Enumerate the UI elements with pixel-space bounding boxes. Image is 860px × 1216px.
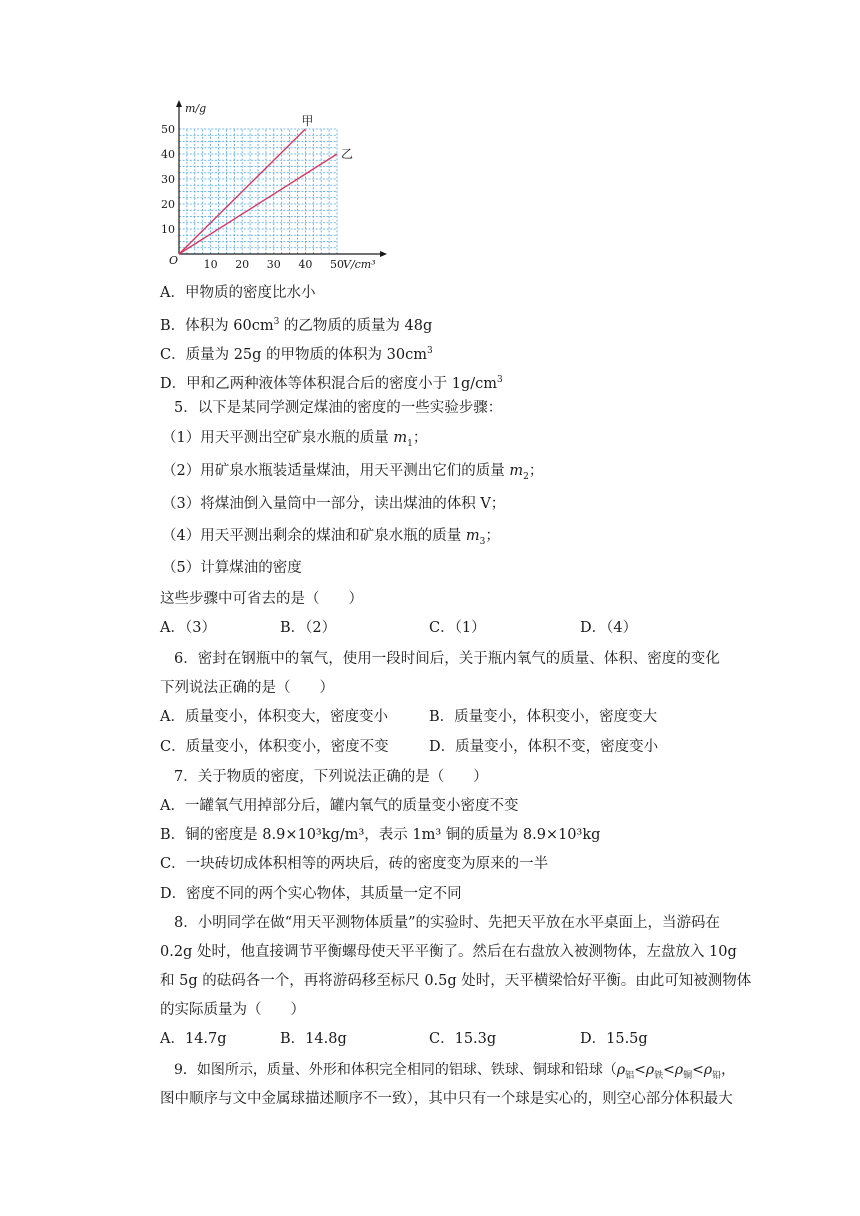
q8-option-c: C．15.3g [429, 1031, 497, 1047]
q7-stem: 7．关于物质的密度，下列说法正确的是（ ） [174, 769, 488, 785]
q6-stem-line-2: 下列说法正确的是（ ） [160, 680, 334, 696]
x-axis-label: V/cm³ [343, 258, 376, 271]
q8-option-d: D．15.5g [580, 1031, 648, 1047]
q9-stem-line-2: 图中顺序与文中金属球描述顺序不一致），其中只有一个球是实心的，则空心部分体积最大 [160, 1091, 733, 1107]
q6-option-c: C．质量变小，体积变小，密度不变 [160, 739, 389, 755]
q6-option-d: D．质量变小，体积不变，密度变小 [429, 739, 659, 755]
q5-option-c: C．（1） [429, 620, 486, 636]
x-axis-arrow [380, 251, 387, 257]
q4-option-a: A．甲物质的密度比水小 [160, 285, 316, 301]
q7-option-d: D．密度不同的两个实心物体，其质量一定不同 [160, 886, 462, 902]
q5-step-2: （2）用矿泉水瓶装适量煤油，用天平测出它们的质量 $m_2$； [162, 463, 544, 482]
x-tick-label: 20 [235, 258, 250, 271]
origin-label: O [169, 254, 179, 267]
q4-option-d: D．甲和乙两种液体等体积混合后的密度小于 $1g/cm^3$ [160, 375, 503, 392]
chart-axes [176, 100, 387, 257]
q5-ask: 这些步骤中可省去的是（ ） [160, 591, 363, 607]
q8-option-b: B．14.8g [280, 1031, 347, 1047]
y-tick-label: 50 [161, 123, 175, 136]
q8-stem-line-2: 0.2g 处时，他直接调节平衡螺母使天平平衡了。然后在右盘放入被测物体，左盘放入 10g [160, 944, 737, 960]
y-tick-label: 20 [161, 198, 175, 211]
series-label-0: 甲 [301, 114, 314, 128]
q7-option-b: B．铜的密度是 8.9×10³kg/m³，表示 1m³ 铜的质量为 8.9×10³kg [160, 827, 601, 843]
q6-option-b: B．质量变小，体积变小，密度变大 [429, 709, 658, 725]
y-tick-label: 10 [161, 223, 175, 236]
q8-stem-line-3: 和 5g 的砝码各一个，再将游码移至标尺 0.5g 处时，天平横梁恰好平衡。由此可知被测物体 [160, 973, 752, 989]
q5-stem: 5．以下是某同学测定煤油的密度的一些实验步骤： [174, 400, 503, 416]
q9-stem-line-1: 9．如图所示，质量、外形和体积完全相同的铝球、铁球、铜球和铅球（$\rho_铝<\rho_铁<\rho_铜<\rho_铅$， [174, 1062, 736, 1081]
y-tick-label: 30 [161, 173, 175, 186]
chart-grid [179, 129, 337, 254]
q6-stem-line-1: 6．密封在钢瓶中的氧气，使用一段时间后，关于瓶内氧气的质量、体积、密度的变化 [174, 651, 720, 667]
y-axis-label: m/g [185, 102, 207, 115]
q4-option-c: C．质量为 25g 的甲物质的体积为 $30cm^3$ [160, 346, 433, 363]
q5-option-b: B．（2） [280, 620, 337, 636]
x-tick-label: 10 [203, 258, 218, 271]
x-tick-label: 50 [330, 258, 344, 271]
x-tick-label: 30 [266, 258, 281, 271]
y-tick-label: 40 [161, 148, 175, 161]
q5-option-a: A．（3） [160, 620, 216, 636]
q5-step-5: （5）计算煤油的密度 [162, 560, 302, 576]
y-axis-arrow [176, 100, 182, 107]
q5-step-4: （4）用天平测出剩余的煤油和矿泉水瓶的质量 $m_3$； [162, 528, 500, 547]
q8-stem-line-4: 的实际质量为（ ） [160, 1002, 305, 1018]
q4-option-b: B．体积为 $60cm^3$ 的乙物质的质量为 48g [160, 317, 433, 334]
x-tick-label: 40 [298, 258, 313, 271]
q6-option-a: A．质量变小，体积变大，密度变小 [160, 709, 388, 725]
q5-step-3: （3）将煤油倒入量筒中一部分，读出煤油的体积 V； [162, 496, 506, 512]
q5-step-1: （1）用天平测出空矿泉水瓶的质量 $m_1$； [162, 430, 428, 449]
q5-option-d: D．（4） [580, 620, 638, 636]
series-label-1: 乙 [341, 147, 354, 161]
q8-option-a: A．14.7g [160, 1031, 227, 1047]
q7-option-a: A．一罐氧气用掉部分后，罐内氧气的质量变小密度不变 [160, 798, 519, 814]
mass-volume-chart [155, 96, 395, 278]
q7-option-c: C．一块砖切成体积相等的两块后，砖的密度变为原来的一半 [160, 856, 549, 872]
q8-stem-line-1: 8．小明同学在做“用天平测物体质量”的实验时、先把天平放在水平桌面上，当游码在 [174, 915, 721, 931]
